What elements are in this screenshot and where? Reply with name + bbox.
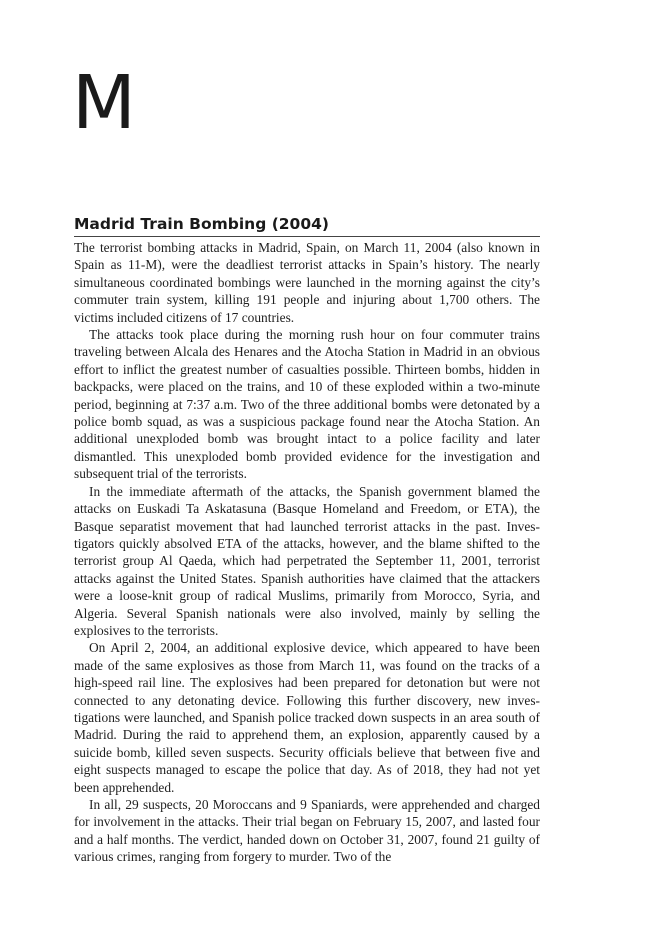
paragraph-2: The attacks took place during the morning rush hour on four commuter trains traveling between Alcala des Henares and the Atocha Station in Madrid in an obvious effort to inflict the greatest number of casualties possible. Thirteen bombs, hidden in backpacks, were placed on the trains, and 10 of these exploded within a two-minute period, beginning at 7:37 a.m. Two of the three additional bombs were detonated by a police bomb squad, as was a suspicious package found near the Atocha Station. An additional unexploded bomb was brought intact to a police facility and later dismantled. This unexploded bomb provided evidence for the investigation and subsequent trial of the terrorists. [74, 327, 540, 482]
entry-title: Madrid Train Bombing (2004) [74, 214, 540, 237]
section-letter: M [72, 60, 136, 146]
paragraph-1: The terrorist bombing attacks in Madrid, Spain, on March 11, 2004 (also known in Spain as 11-M), were the deadliest terrorist attacks in Spain’s history. The nearly simultaneous coordinated bombings were launched in the morning against the city’s commuter train system, killing 191 people and injuring about 1,700 others. The victims included citizens of 17 countries. [74, 240, 540, 325]
paragraph-4: On April 2, 2004, an additional explosive device, which appeared to have been made of the same explosives as those from March 11, was found on the tracks of a high-speed rail line. The explosives had been prepared for detonation but were not connected to any detonating device. Following this further discovery, new investigations were launched, and Spanish police tracked down suspects in an area south of Madrid. During the raid to apprehend them, an explosion, apparently caused by a suicide bomb, killed seven suspects. Security officials believe that between five and eight suspects managed to escape the police that day. As of 2018, they had not yet been apprehended. [74, 640, 540, 795]
paragraph-3: In the immediate aftermath of the attacks, the Spanish government blamed the attacks on Euskadi Ta Askatasuna (Basque Homeland and Freedom, or ETA), the Basque separatist movement that had launched terrorist attacks in the past. Investigators quickly absolved ETA of the attacks, however, and the blame shifted to the terrorist group Al Qaeda, which had perpetrated the September 11, 2001, terrorist attacks against the United States. Spanish authorities have claimed that the attackers were a loose-knit group of radical Muslims, primarily from Morocco, Syria, and Algeria. Several Spanish nationals were also involved, mainly by selling the explosives to the terrorists. [74, 483, 540, 638]
entry-body [74, 239, 540, 866]
paragraph-5: In all, 29 suspects, 20 Moroccans and 9 Spaniards, were apprehended and charged for involvement in the attacks. Their trial began on February 15, 2007, and lasted four and a half months. The verdict, handed down on October 31, 2007, found 21 guilty of various crimes, ranging from forgery to murder. Two of the [74, 797, 540, 865]
encyclopedia-entry [74, 214, 540, 866]
